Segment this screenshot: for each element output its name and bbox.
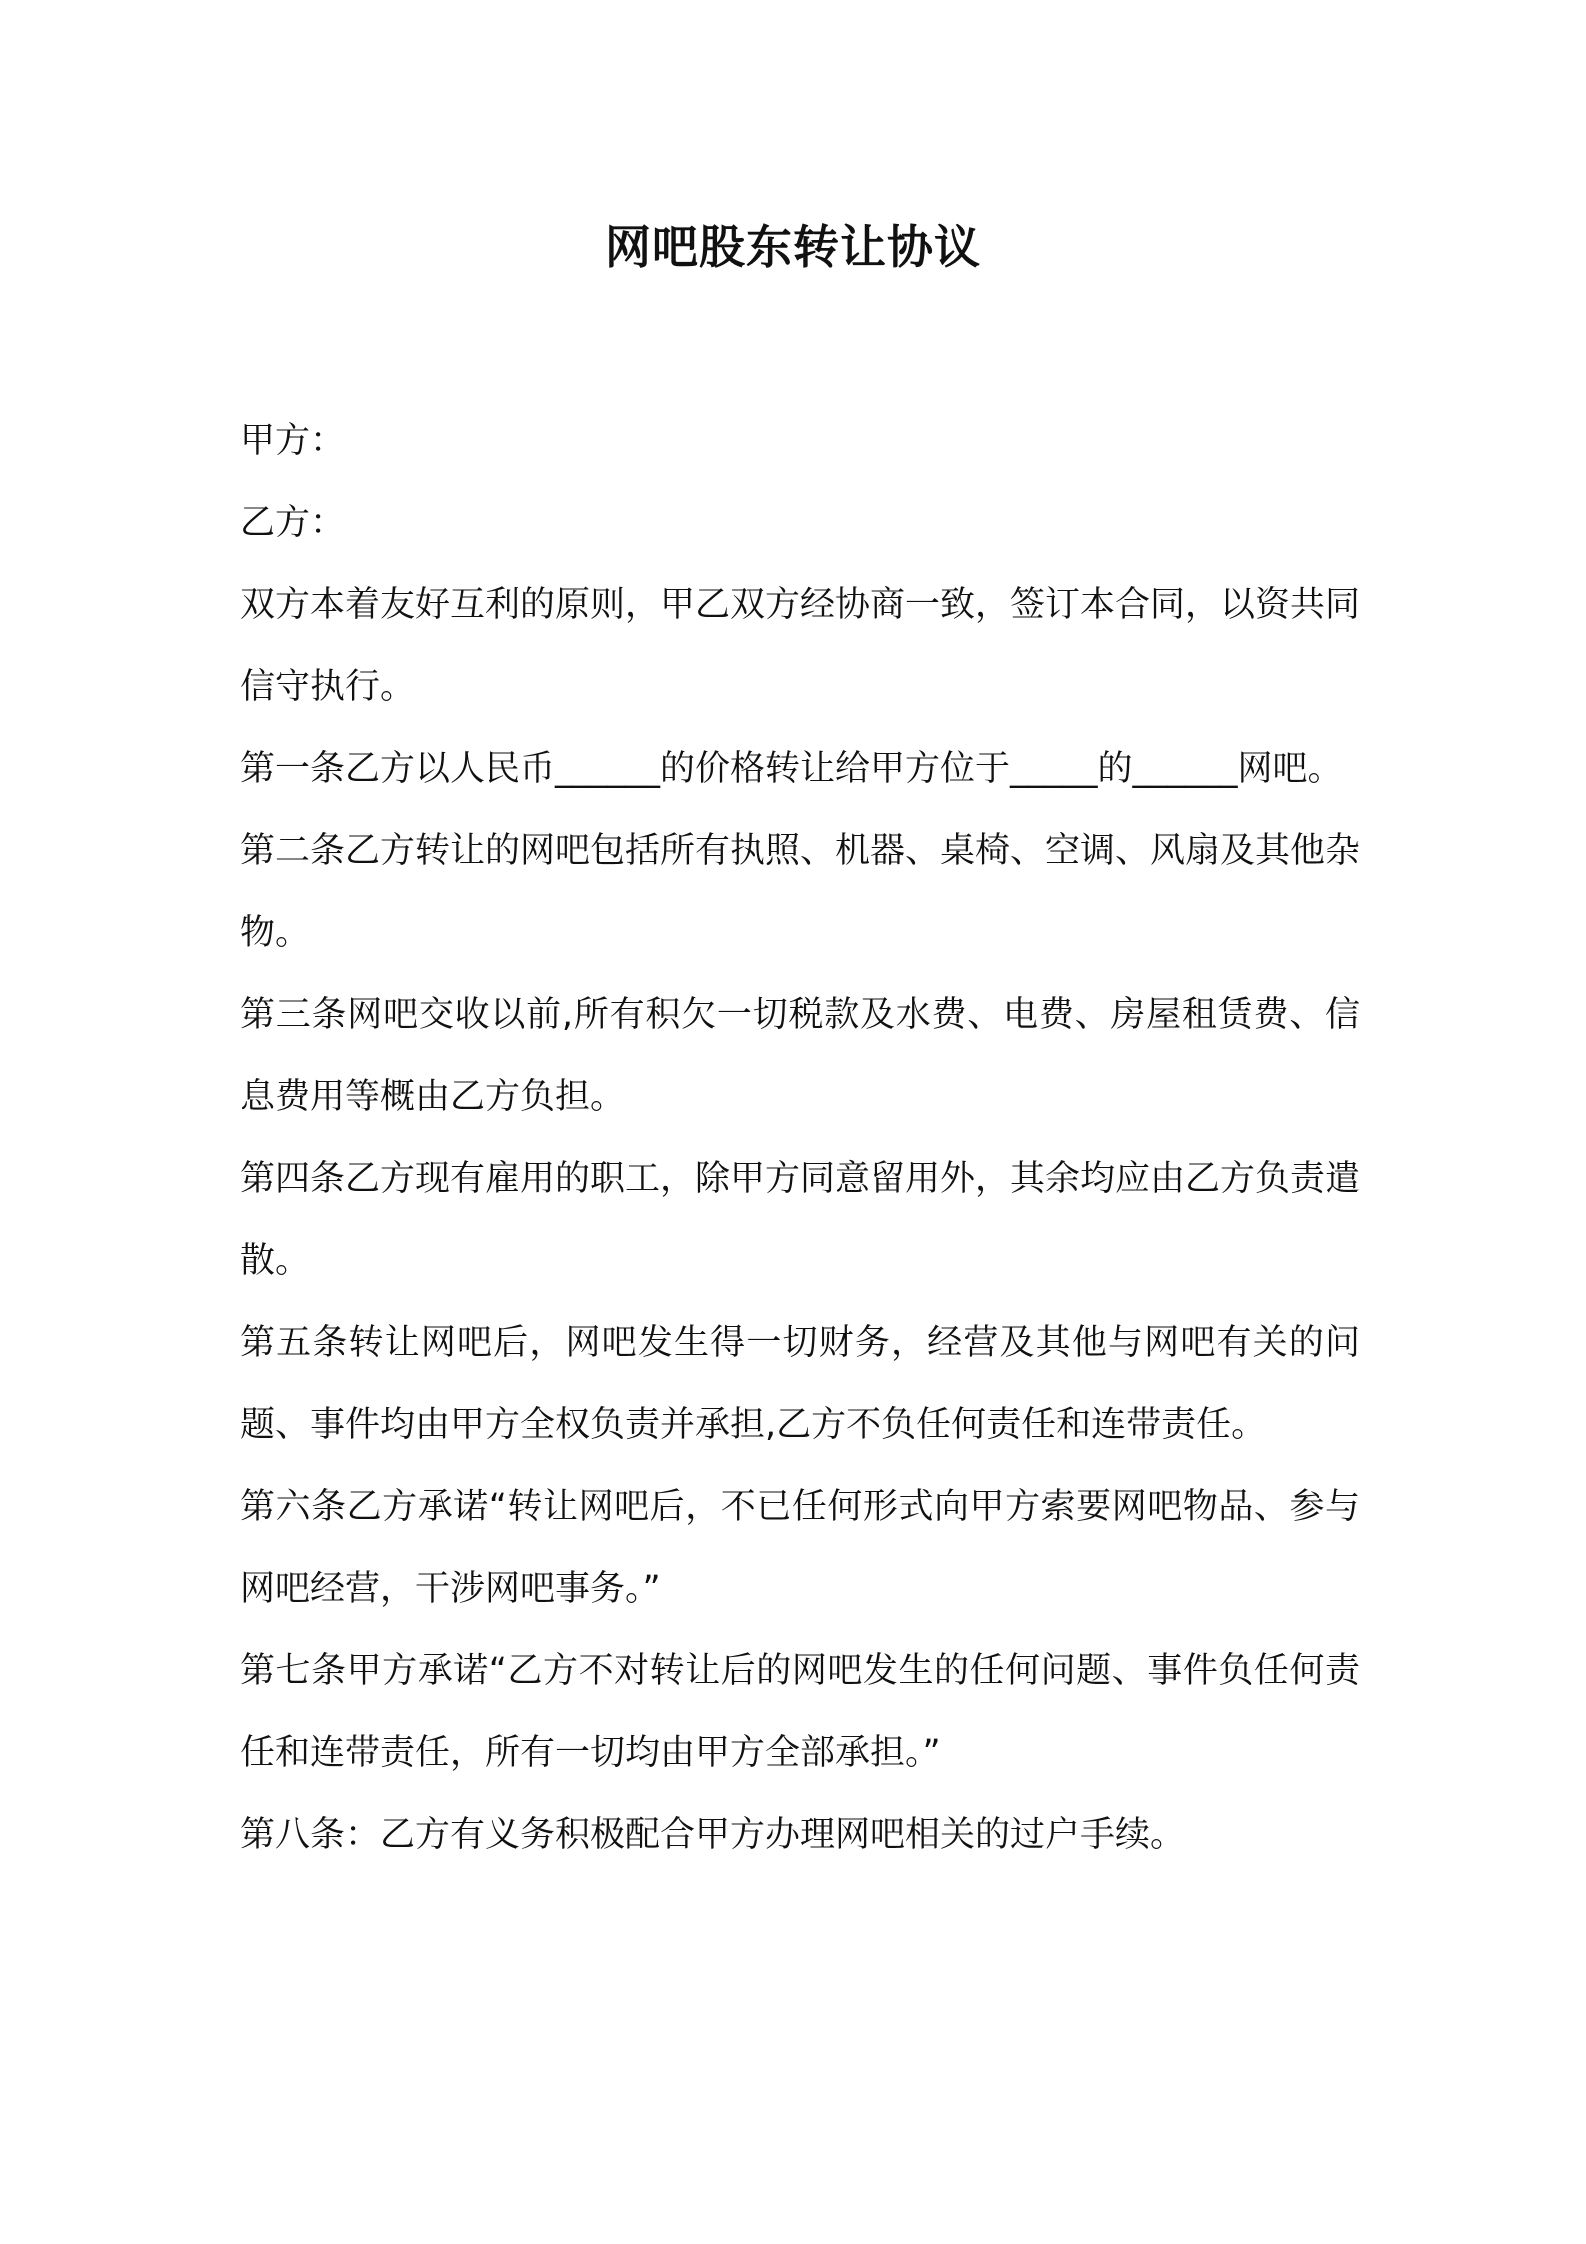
article-2: 第二条乙方转让的网吧包括所有执照、机器、桌椅、空调、风扇及其他杂物。	[240, 831, 1361, 953]
document-title: 网吧股东转让协议	[605, 220, 981, 274]
preamble-paragraph: 双方本着友好互利的原则，甲乙双方经协商一致，签订本合同，以资共同信守执行。	[240, 585, 1361, 707]
article-8: 第八条：乙方有义务积极配合甲方办理网吧相关的过户手续。	[240, 1815, 1186, 1855]
party-a-line: 甲方：	[240, 421, 346, 461]
article-6: 第六条乙方承诺“转让网吧后，不已任何形式向甲方索要网吧物品、参与网吧经营，干涉网吧事务。”	[240, 1487, 1360, 1609]
article-5: 第五条转让网吧后，网吧发生得一切财务，经营及其他与网吧有关的问题、事件均由甲方全权负责并承担,乙方不负任何责任和连带责任。	[240, 1323, 1360, 1445]
article-3: 第三条网吧交收以前,所有积欠一切税款及水费、电费、房屋租赁费、信息费用等概由乙方负担。	[240, 995, 1360, 1117]
party-b-line: 乙方：	[240, 503, 346, 543]
document-body	[240, 400, 1360, 1876]
article-4: 第四条乙方现有雇用的职工，除甲方同意留用外，其余均应由乙方负责遣散。	[240, 1159, 1361, 1281]
article-1: 第一条乙方以人民币______的价格转让给甲方位于_____的______网吧。	[240, 749, 1343, 789]
article-7: 第七条甲方承诺“乙方不对转让后的网吧发生的任何问题、事件负任何责任和连带责任，所有一切均由甲方全部承担。”	[240, 1651, 1360, 1773]
